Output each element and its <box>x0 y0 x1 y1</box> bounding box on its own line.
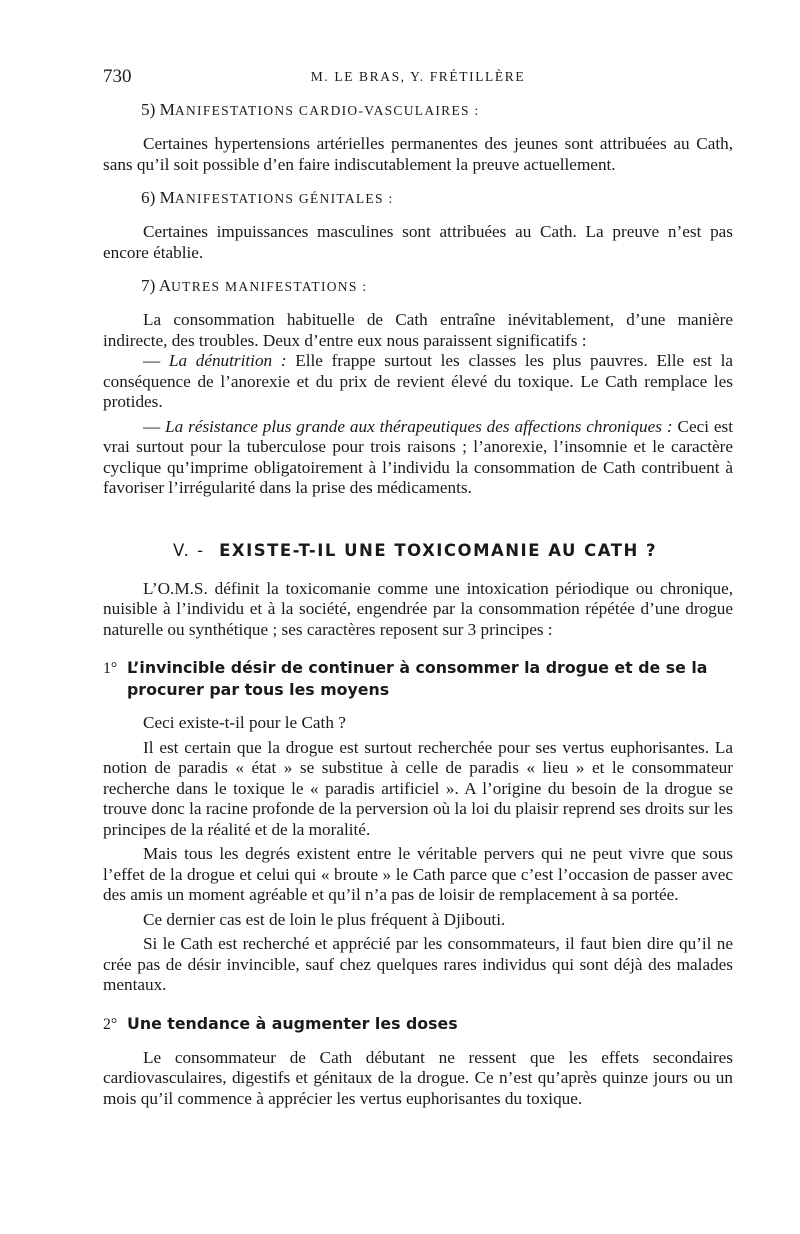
subsection-7-intro: La consommation habituelle de Cath entraîne inévitablement, d’une manière indirecte, des troubles. Deux d’entre eux nous paraissent significatifs : <box>103 310 733 350</box>
page-number: 730 <box>103 66 132 87</box>
subsection-6-text: Certaines impuissances masculines sont attribuées au Cath. La preuve n’est pas encore établie. <box>103 222 733 262</box>
subsection-5-title: 5) MANIFESTATIONS CARDIO-VASCULAIRES : <box>141 100 480 119</box>
subsection-5-text: Certaines hypertensions artérielles permanentes des jeunes sont attribuées au Cath, sans qu’il soit possible d’en faire indiscutablement la preuve actuellement. <box>103 134 733 174</box>
principle-1-paragraph-c: Ce dernier cas est de loin le plus fréquent à Djibouti. <box>143 909 506 929</box>
subsection-7-item-denutrition: — La dénutrition : Elle frappe surtout les classes les plus pauvres. Elle est la conséquence de l’anorexie et du prix de revient élevé du toxique. Le Cath remplace les protides. <box>103 351 734 411</box>
section-v-text: L’O.M.S. définit la toxicomanie comme une intoxication périodique ou chronique, nuisible à l’individu et à la société, engendrée par la consommation répétée d’une drogue naturelle ou synthétique ; ses caractères reposent sur 3 principes : <box>103 578 733 639</box>
principle-1-heading: 1° L’invincible désir de continuer à consommer la drogue et de se la procurer par tous les moyens <box>103 658 708 699</box>
principle-2-heading: 2° Une tendance à augmenter les doses <box>103 1013 458 1033</box>
page-body <box>103 100 733 1109</box>
running-header <box>103 66 733 92</box>
section-v-heading: V. - EXISTE-T-IL UNE TOXICOMANIE AU CATH ? <box>173 540 658 560</box>
principle-1-question: Ceci existe-t-il pour le Cath ? <box>143 713 346 732</box>
principle-1-paragraph-a: Il est certain que la drogue est surtout recherchée pour ses vertus euphorisantes. La notion de paradis « état » se substitue à celle de paradis « lieu » et le consommateur recherche dans le toxique le « paradis artificiel ». A l’origine du besoin de la drogue se trouve donc la racine profonde de la perversion où la loi du plaisir reprend ses droits sur les principes de la réalité et de la moralité. <box>103 737 733 839</box>
subsection-7-item-resistance: — La résistance plus grande aux thérapeutiques des affections chroniques : Ceci est vrai surtout pour la tuberculose pour trois raisons ; l’anorexie, l’insomnie et le caractère cyclique qu’imprime obligatoirement à l’individu la consommation de Cath contribuent à favoriser l’irrégularité dans la prise des médicaments. <box>103 416 734 497</box>
principle-2-paragraph-a: Le consommateur de Cath débutant ne ressent que les effets secondaires cardiovasculaires, digestifs et génitaux de la drogue. Ce n’est qu’après quinze jours ou un mois qu’il commence à apprécier les vertus euphorisantes du toxique. <box>103 1047 733 1108</box>
principle-1-paragraph-b: Mais tous les degrés existent entre le véritable pervers qui ne peut vivre que sous l’effet de la drogue et celui qui « broute » le Cath parce que c’est l’occasion de passer avec des amis un moment agréable et qu’il n’a pas de loisir de remplacement à sa portée. <box>103 844 733 904</box>
subsection-6-title: 6) MANIFESTATIONS GÉNITALES : <box>141 188 394 207</box>
running-title: M. LE BRAS, Y. FRÉTILLÈRE <box>310 69 526 84</box>
subsection-7-title: 7) AUTRES MANIFESTATIONS : <box>141 276 368 295</box>
principle-1-paragraph-d: Si le Cath est recherché et apprécié par les consommateurs, il faut bien dire qu’il ne crée pas de désir invincible, sauf chez quelques rares individus qui sont déjà des malades mentaux. <box>103 934 733 994</box>
